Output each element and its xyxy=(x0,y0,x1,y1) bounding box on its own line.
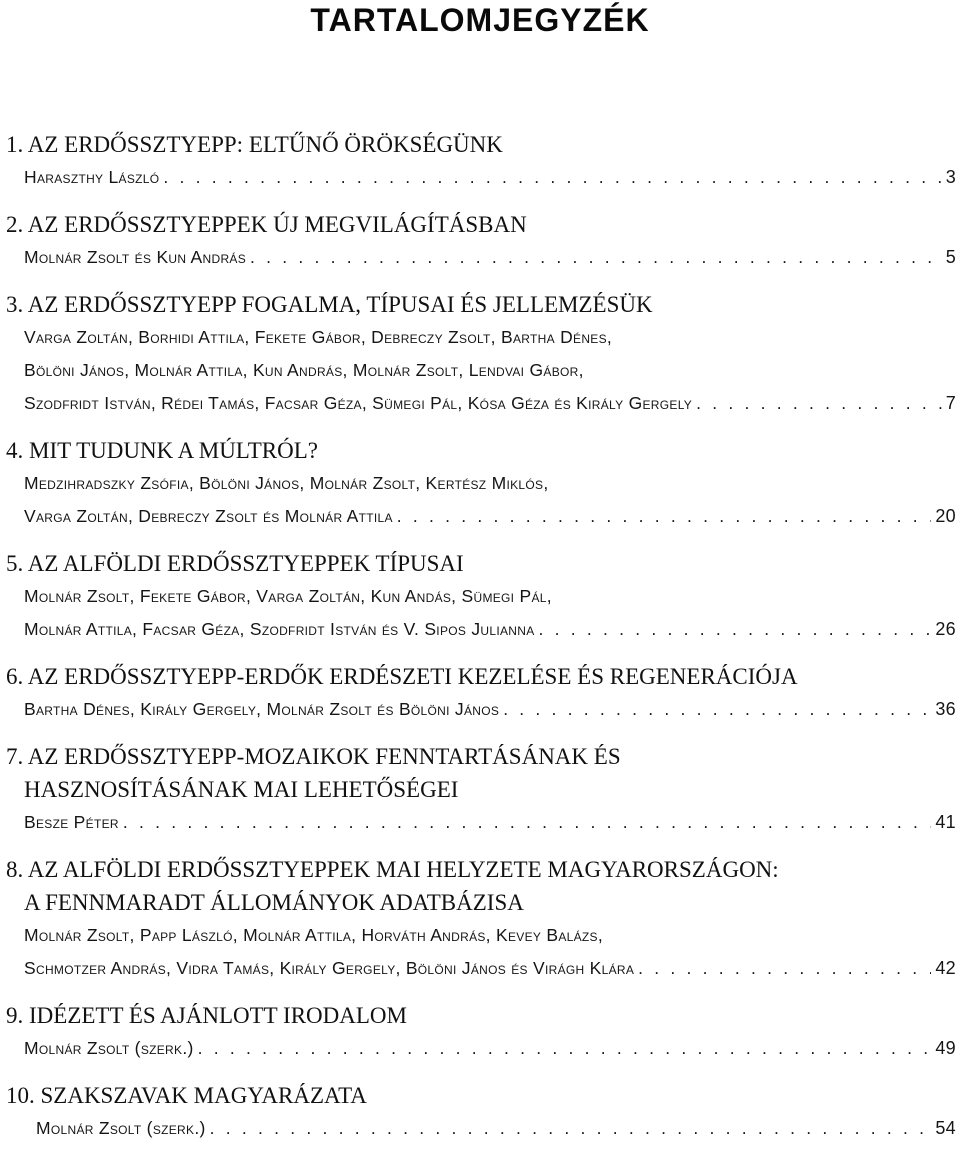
authors-text: Bölöni János, Molnár Attila, Kun András, Molnár Zsolt, Lendvai Gábor, xyxy=(24,360,584,380)
dot-leader xyxy=(503,693,931,726)
authors-text: Molnár Zsolt (szerk.) xyxy=(36,1118,206,1138)
page-number: 41 xyxy=(935,812,956,832)
page-number: 7 xyxy=(945,393,956,413)
author-line xyxy=(6,952,956,985)
chapter-number: 1. xyxy=(6,132,24,157)
page-number: 54 xyxy=(935,1118,956,1138)
dot-leader xyxy=(250,241,942,274)
page-number: 26 xyxy=(935,619,956,639)
toc-entry xyxy=(6,853,956,985)
authors-text: Molnár Zsolt és Kun András xyxy=(24,247,247,267)
authors-text: Molnár Zsolt, Fekete Gábor, Varga Zoltán, Kun Andás, Sümegi Pál, xyxy=(24,586,552,606)
author-line xyxy=(6,321,956,354)
chapter-number: 3. xyxy=(6,292,24,317)
author-line xyxy=(6,1032,956,1065)
authors-text: Schmotzer András, Vidra Tamás, Király Gergely, Bölöni János és Virágh Klára xyxy=(24,958,635,978)
authors-text: Medzihradszky Zsófia, Bölöni János, Molnár Zsolt, Kertész Miklós, xyxy=(24,473,549,493)
chapter-heading xyxy=(6,999,956,1032)
chapter-number: 4. xyxy=(6,438,24,463)
author-line xyxy=(6,693,956,726)
toc-entry xyxy=(6,1079,956,1145)
toc-entry xyxy=(6,128,956,194)
page-number: 5 xyxy=(945,247,956,267)
chapter-heading xyxy=(6,434,956,467)
chapter-title: AZ ALFÖLDI ERDŐSSZTYEPPEK MAI HELYZETE MAGYARORSZÁGON: xyxy=(27,857,779,882)
chapter-heading xyxy=(6,547,956,580)
toc-entry xyxy=(6,999,956,1065)
chapter-heading xyxy=(6,208,956,241)
chapter-title: SZAKSZAVAK MAGYARÁZATA xyxy=(40,1083,367,1108)
author-line xyxy=(6,500,956,533)
chapter-number: 8. xyxy=(6,857,24,882)
chapter-title-continued: HASZNOSÍTÁSÁNAK MAI LEHETŐSÉGEI xyxy=(24,777,459,802)
dot-leader xyxy=(123,806,932,839)
chapter-title: AZ ERDŐSSZTYEPP-MOZAIKOK FENNTARTÁSÁNAK ÉS xyxy=(27,744,621,769)
toc-entry xyxy=(6,547,956,646)
toc-entry xyxy=(6,434,956,533)
authors-text: Haraszthy László xyxy=(24,167,160,187)
chapter-heading xyxy=(6,740,956,773)
chapter-heading xyxy=(6,1079,956,1112)
authors-text: Varga Zoltán, Borhidi Attila, Fekete Gábor, Debreczy Zsolt, Bartha Dénes, xyxy=(24,327,613,347)
page-number: 36 xyxy=(935,699,956,719)
dot-leader xyxy=(397,500,932,533)
page-number: 49 xyxy=(935,1038,956,1058)
authors-text: Molnár Zsolt, Papp László, Molnár Attila, Horváth András, Kevey Balázs, xyxy=(24,925,604,945)
chapter-title: IDÉZETT ÉS AJÁNLOTT IRODALOM xyxy=(29,1003,407,1028)
author-line xyxy=(6,1112,956,1145)
author-line xyxy=(6,387,956,420)
authors-text: Szodfridt István, Rédei Tamás, Facsar Géza, Sümegi Pál, Kósa Géza és Király Gergely xyxy=(24,393,693,413)
author-line xyxy=(6,467,956,500)
chapter-number: 2. xyxy=(6,212,24,237)
author-line xyxy=(6,354,956,387)
page-number: 20 xyxy=(935,506,956,526)
chapter-title: AZ ERDŐSSZTYEPP: ELTŰNŐ ÖRÖKSÉGÜNK xyxy=(27,132,503,157)
author-line xyxy=(6,161,956,194)
author-line xyxy=(6,613,956,646)
dot-leader xyxy=(696,387,942,420)
authors-text: Besze Péter xyxy=(24,812,119,832)
chapter-title: AZ ALFÖLDI ERDŐSSZTYEPPEK TÍPUSAI xyxy=(27,551,464,576)
chapter-heading xyxy=(6,660,956,693)
author-line xyxy=(6,919,956,952)
author-line xyxy=(6,806,956,839)
dot-leader xyxy=(198,1032,932,1065)
chapter-title: AZ ERDŐSSZTYEPP-ERDŐK ERDÉSZETI KEZELÉSE ÉS REGENERÁCIÓJA xyxy=(27,664,798,689)
page-number: 3 xyxy=(945,167,956,187)
chapter-title: MIT TUDUNK A MÚLTRÓL? xyxy=(29,438,319,463)
dot-leader xyxy=(163,161,941,194)
dot-leader xyxy=(539,613,932,646)
author-line xyxy=(6,580,956,613)
toc-entry xyxy=(6,660,956,726)
chapter-heading xyxy=(6,886,956,919)
chapter-heading xyxy=(6,288,956,321)
chapter-number: 5. xyxy=(6,551,24,576)
chapter-number: 6. xyxy=(6,664,24,689)
chapter-number: 9. xyxy=(6,1003,24,1028)
authors-text: Bartha Dénes, Király Gergely, Molnár Zsolt és Bölöni János xyxy=(24,699,500,719)
dot-leader xyxy=(638,952,931,985)
chapter-heading xyxy=(6,773,956,806)
chapter-number: 10. xyxy=(6,1083,35,1108)
chapter-number: 7. xyxy=(6,744,24,769)
page-number: 42 xyxy=(935,958,956,978)
authors-text: Varga Zoltán, Debreczy Zsolt és Molnár Attila xyxy=(24,506,393,526)
chapter-title: AZ ERDŐSSZTYEPPEK ÚJ MEGVILÁGÍTÁSBAN xyxy=(27,212,527,237)
dot-leader xyxy=(210,1112,932,1145)
chapter-title: AZ ERDŐSSZTYEPP FOGALMA, TÍPUSAI ÉS JELLEMZÉSÜK xyxy=(27,292,653,317)
chapter-heading xyxy=(6,128,956,161)
author-line xyxy=(6,241,956,274)
page-title: TARTALOMJEGYZÉK xyxy=(310,2,650,38)
toc-entry xyxy=(6,288,956,420)
toc-entry xyxy=(6,740,956,839)
chapter-title-continued: A FENNMARADT ÁLLOMÁNYOK ADATBÁZISA xyxy=(24,890,524,915)
authors-text: Molnár Zsolt (szerk.) xyxy=(24,1038,194,1058)
toc-entry xyxy=(6,208,956,274)
chapter-heading xyxy=(6,853,956,886)
table-of-contents xyxy=(6,128,956,1159)
authors-text: Molnár Attila, Facsar Géza, Szodfridt István és V. Sipos Julianna xyxy=(24,619,535,639)
